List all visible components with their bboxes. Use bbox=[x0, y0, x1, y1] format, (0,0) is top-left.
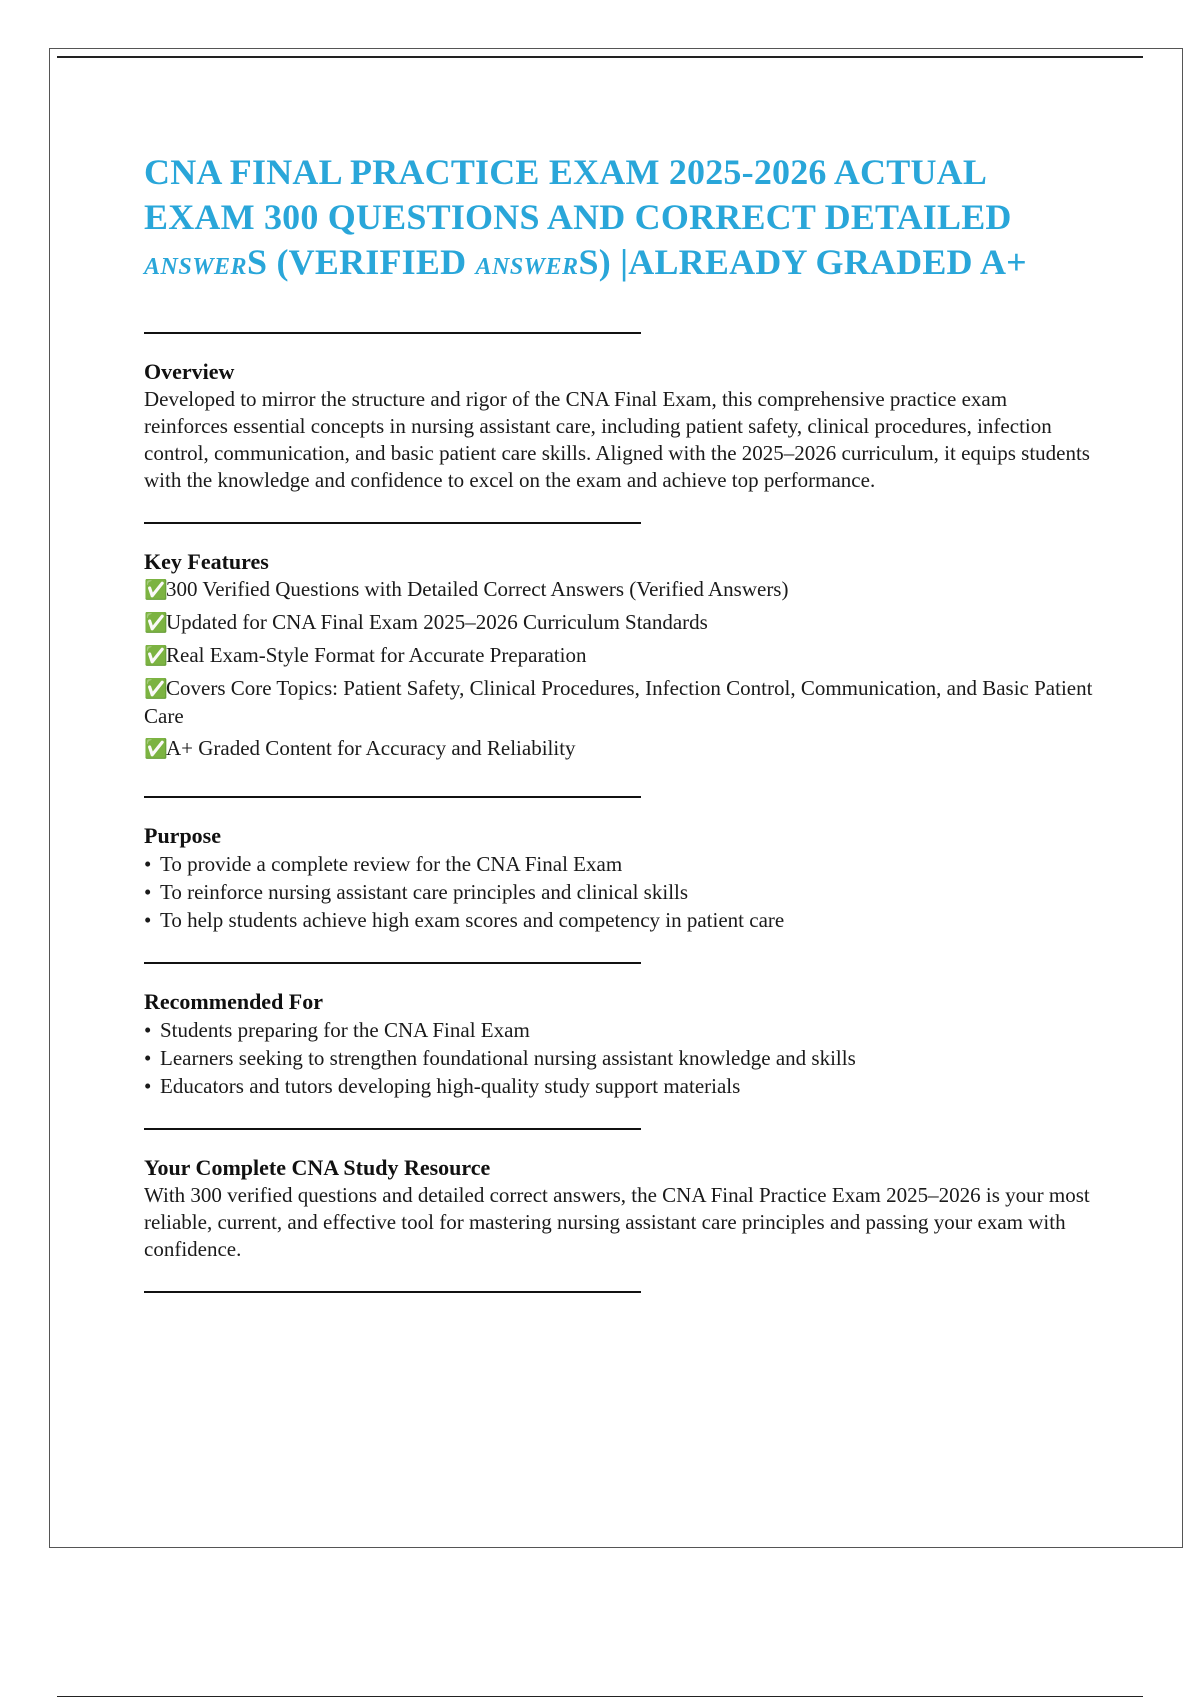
feature-text: A+ Graded Content for Accuracy and Reliability bbox=[166, 736, 576, 760]
list-item bbox=[144, 735, 1094, 763]
title-part-3: S) |ALREADY GRADED A+ bbox=[578, 242, 1027, 282]
bullet-icon: • bbox=[144, 1046, 152, 1070]
bullet-icon: • bbox=[144, 1018, 152, 1042]
study-resource-heading: Your Complete CNA Study Resource bbox=[144, 1155, 491, 1180]
purpose-section bbox=[144, 822, 1094, 934]
title-part-2: S (VERIFIED bbox=[247, 242, 476, 282]
purpose-list bbox=[144, 850, 1094, 934]
list-item bbox=[144, 878, 1094, 906]
check-icon: ✅ bbox=[144, 612, 168, 634]
purpose-text: To reinforce nursing assistant care principles and clinical skills bbox=[160, 880, 689, 904]
purpose-text: To help students achieve high exam scores and competency in patient care bbox=[160, 908, 785, 932]
key-features-heading: Key Features bbox=[144, 549, 269, 574]
title-smallcaps-2: ANSWER bbox=[475, 254, 579, 280]
study-resource-section bbox=[144, 1154, 1094, 1263]
bullet-icon: • bbox=[144, 908, 152, 932]
section-divider bbox=[144, 1291, 641, 1293]
bullet-icon: • bbox=[144, 880, 152, 904]
list-item bbox=[144, 850, 1094, 878]
list-item bbox=[144, 675, 1094, 730]
bullet-icon: • bbox=[144, 852, 152, 876]
recommended-text: Educators and tutors developing high-quality study support materials bbox=[160, 1074, 741, 1098]
feature-text: Updated for CNA Final Exam 2025–2026 Curriculum Standards bbox=[166, 610, 708, 634]
overview-heading: Overview bbox=[144, 359, 235, 384]
purpose-heading: Purpose bbox=[144, 823, 221, 848]
recommended-for-section bbox=[144, 988, 1094, 1100]
check-icon: ✅ bbox=[144, 645, 168, 667]
key-features-section bbox=[144, 548, 1094, 763]
list-item bbox=[144, 1072, 1094, 1100]
document-title bbox=[144, 150, 1094, 290]
bottom-rule bbox=[57, 1696, 1143, 1697]
title-smallcaps-1: ANSWER bbox=[144, 254, 248, 280]
feature-text: Real Exam-Style Format for Accurate Preparation bbox=[166, 643, 587, 667]
list-item bbox=[144, 642, 1094, 670]
recommended-for-heading: Recommended For bbox=[144, 989, 324, 1014]
title-part-1: CNA FINAL PRACTICE EXAM 2025-2026 ACTUAL EXAM 300 QUESTIONS AND CORRECT DETAILED bbox=[144, 152, 1012, 237]
overview-body: Developed to mirror the structure and rigor of the CNA Final Exam, this comprehensive practice exam reinforces essential concepts in nursing assistant care, including patient safety, clinical procedures, infection control, communication, and basic patient care skills. Aligned with the 2025–2026 curriculum, it equips students with the knowledge and confidence to excel on the exam and achieve top performance. bbox=[144, 387, 1090, 492]
check-icon: ✅ bbox=[144, 738, 168, 760]
recommended-for-list bbox=[144, 1016, 1094, 1100]
feature-text: 300 Verified Questions with Detailed Correct Answers (Verified Answers) bbox=[166, 577, 789, 601]
bullet-icon: • bbox=[144, 1074, 152, 1098]
list-item bbox=[144, 1044, 1094, 1072]
list-item bbox=[144, 609, 1094, 637]
check-icon: ✅ bbox=[144, 579, 168, 601]
list-item bbox=[144, 1016, 1094, 1044]
feature-text: Covers Core Topics: Patient Safety, Clinical Procedures, Infection Control, Communication, and Basic Patient Care bbox=[144, 676, 1093, 728]
check-icon: ✅ bbox=[144, 678, 168, 700]
key-features-list bbox=[144, 576, 1094, 763]
overview-section bbox=[144, 358, 1094, 494]
list-item bbox=[144, 906, 1094, 934]
recommended-text: Learners seeking to strengthen foundational nursing assistant knowledge and skills bbox=[160, 1046, 856, 1070]
study-resource-body: With 300 verified questions and detailed correct answers, the CNA Final Practice Exam 2025–2026 is your most reliable, current, and effective tool for mastering nursing assistant care principles and passing your exam with confidence. bbox=[144, 1183, 1090, 1261]
recommended-text: Students preparing for the CNA Final Exam bbox=[160, 1018, 530, 1042]
purpose-text: To provide a complete review for the CNA Final Exam bbox=[160, 852, 623, 876]
list-item bbox=[144, 576, 1094, 604]
document-content bbox=[144, 150, 1094, 1293]
